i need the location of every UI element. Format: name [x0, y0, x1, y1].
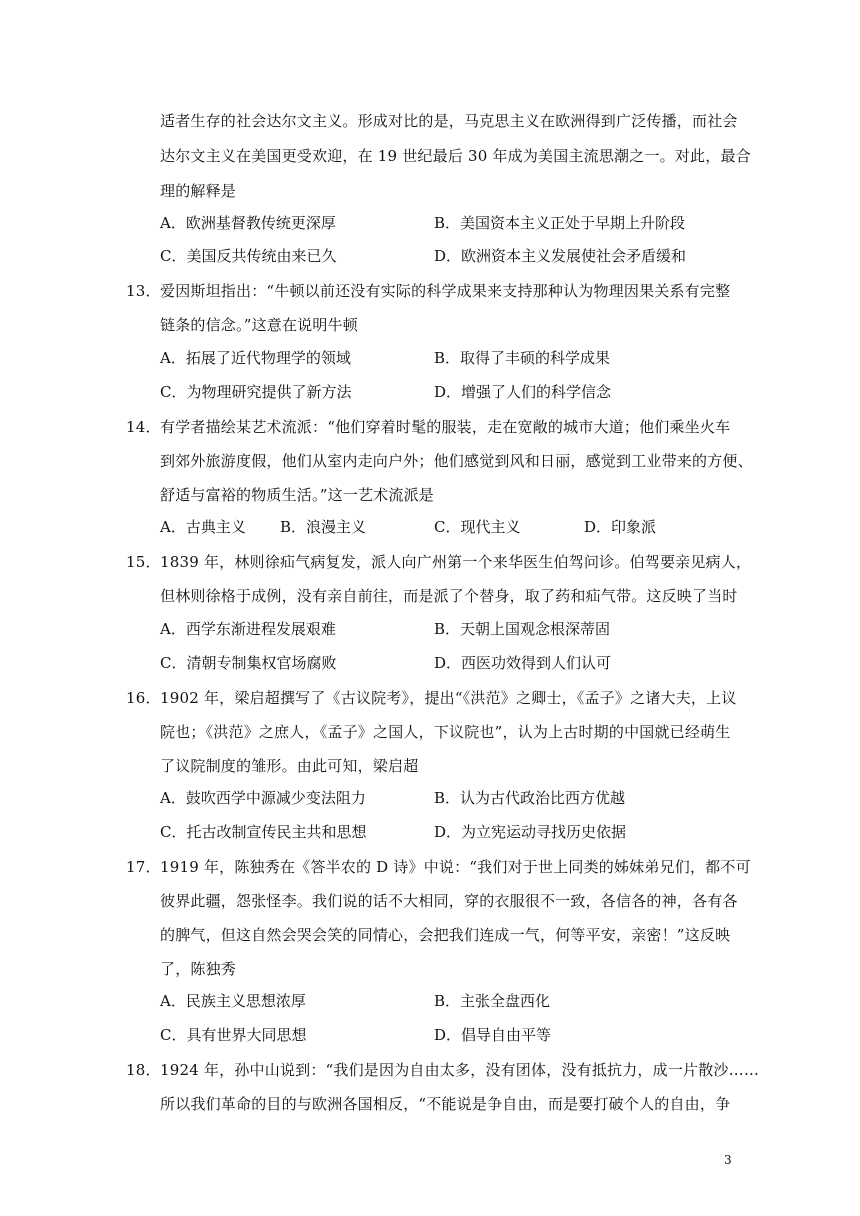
question-14-option-b: B．浪漫主义 — [280, 518, 367, 536]
question-12-option-a: A．欧洲基督教传统更深厚 — [160, 214, 336, 232]
question-16-option-d: D．为立宪运动寻找历史依据 — [434, 823, 627, 841]
question-15-option-c: C．清朝专制集权官场腐败 — [160, 654, 337, 672]
question-16-option-b: B．认为古代政治比西方优越 — [434, 789, 626, 807]
question-15-number: 15． — [126, 553, 161, 571]
question-12-text-line: 理的解释是 — [160, 182, 237, 200]
question-15-text-line: 但林则徐格于成例，没有亲自前往，而是派了个替身，取了药和疝气带。这反映了当时 — [160, 587, 738, 605]
question-15-option-a: A．西学东渐进程发展艰难 — [160, 620, 336, 638]
question-13-text-line: 链条的信念。”这意在说明牛顿 — [160, 316, 358, 334]
question-17-option-c: C．具有世界大同思想 — [160, 1026, 307, 1044]
question-17-number: 17． — [126, 858, 161, 876]
question-13-text-line: 爱因斯坦指出：“牛顿以前还没有实际的科学成果来支持那种认为物理因果关系有完整 — [160, 282, 731, 300]
question-18-text-line: 1924 年，孙中山说到：“我们是因为自由太多，没有团体，没有抵抗力，成一片散沙…… — [160, 1061, 760, 1079]
question-14-option-d: D．印象派 — [584, 518, 657, 536]
question-14-option-a: A．古典主义 — [160, 518, 246, 536]
question-15-option-d: D．西医功效得到人们认可 — [434, 654, 612, 672]
question-12-option-b: B．美国资本主义正处于早期上升阶段 — [434, 214, 686, 232]
question-13-option-c: C．为物理研究提供了新方法 — [160, 383, 352, 401]
question-17-text-line: 了，陈独秀 — [160, 960, 237, 978]
question-14-number: 14． — [126, 418, 161, 436]
question-12-option-c: C．美国反共传统由来已久 — [160, 247, 337, 265]
question-13-option-b: B．取得了丰硕的科学成果 — [434, 349, 611, 367]
question-13-option-a: A．拓展了近代物理学的领域 — [160, 349, 351, 367]
question-14-option-c: C．现代主义 — [434, 518, 521, 536]
question-16-text-line: 了议院制度的雏形。由此可知，梁启超 — [160, 757, 419, 775]
question-16-text-line: 院也；《洪范》之庶人，《孟子》之国人，下议院也”，认为上古时期的中国就已经萌生 — [160, 723, 731, 741]
question-17-option-d: D．倡导自由平等 — [434, 1026, 552, 1044]
question-12-text-line: 适者生存的社会达尔文主义。形成对比的是，马克思主义在欧洲得到广泛传播，而社会 — [160, 112, 738, 130]
question-15-text-line: 1839 年，林则徐疝气病复发，派人向广州第一个来华医生伯驾问诊。伯驾要亲见病人， — [160, 553, 752, 571]
question-17-option-a: A．民族主义思想浓厚 — [160, 992, 306, 1010]
question-17-option-b: B．主张全盘西化 — [434, 992, 551, 1010]
page-number: 3 — [724, 1153, 732, 1167]
question-16-option-c: C．托古改制宣传民主共和思想 — [160, 823, 367, 841]
question-14-text-line: 到郊外旅游度假，他们从室内走向户外；他们感觉到风和日丽，感觉到工业带来的方便、 — [160, 452, 753, 470]
question-17-text-line: 的脾气，但这自然会哭会笑的同情心，会把我们连成一气，何等平安，亲密！”这反映 — [160, 926, 731, 944]
question-13-number: 13． — [126, 282, 161, 300]
question-17-text-line: 彼界此疆，怨张怪李。我们说的话不大相同，穿的衣服很不一致，各信各的神，各有各 — [160, 892, 738, 910]
question-16-text-line: 1902 年，梁启超撰写了《古议院考》，提出“《洪范》之卿士，《孟子》之诸大夫，上议 — [160, 689, 737, 707]
question-15-option-b: B．天朝上国观念根深蒂固 — [434, 620, 611, 638]
question-12-text-line: 达尔文主义在美国更受欢迎，在 19 世纪最后 30 年成为美国主流思潮之一。对此，最合 — [160, 147, 751, 165]
question-18-text-line: 所以我们革命的目的与欧洲各国相反，“不能说是争自由，而是要打破个人的自由，争 — [160, 1095, 731, 1113]
question-16-option-a: A．鼓吹西学中源减少变法阻力 — [160, 789, 366, 807]
question-16-number: 16． — [126, 689, 161, 707]
question-17-text-line: 1919 年，陈独秀在《答半农的 D 诗》中说：“我们对于世上同类的姊妹弟兄们，都不可 — [160, 858, 751, 876]
question-13-option-d: D．增强了人们的科学信念 — [434, 383, 612, 401]
question-12-option-d: D．欧洲资本主义发展使社会矛盾缓和 — [434, 247, 687, 265]
question-18-number: 18． — [126, 1061, 161, 1079]
question-14-text-line: 有学者描绘某艺术流派：“他们穿着时髦的服装，走在宽敞的城市大道；他们乘坐火车 — [160, 418, 731, 436]
question-14-text-line: 舒适与富裕的物质生活。”这一艺术流派是 — [160, 486, 434, 504]
